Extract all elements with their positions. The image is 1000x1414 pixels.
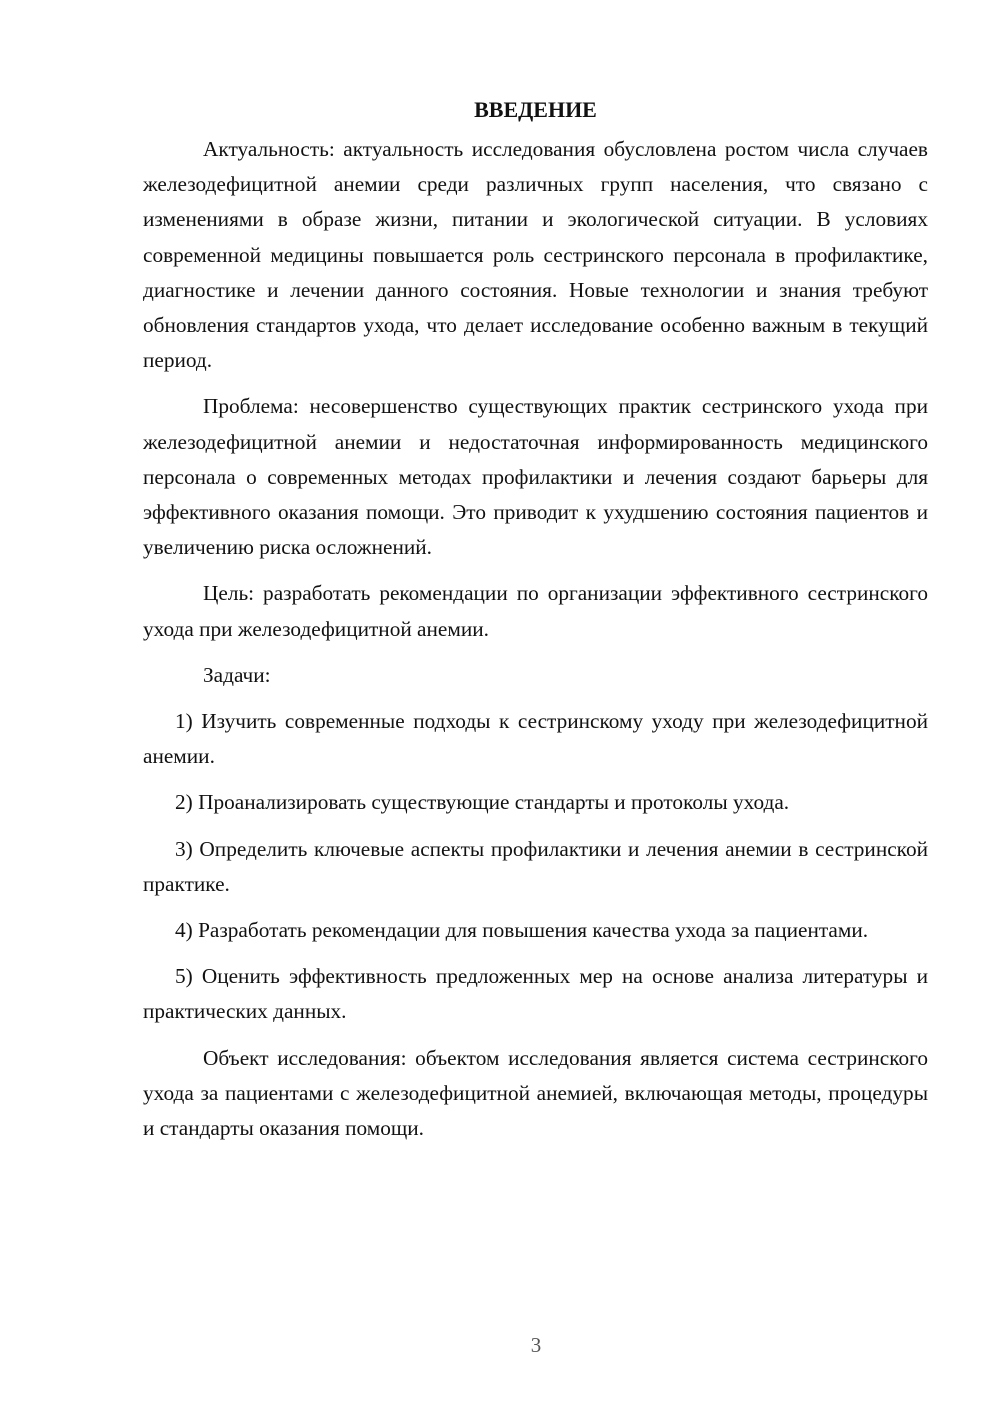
goal-paragraph: Цель: разработать рекомендации по организации эффективного сестринского ухода при железодефицитной анемии. bbox=[143, 581, 928, 641]
task-item-3: 3) Определить ключевые аспекты профилактики и лечения анемии в сестринской практике. bbox=[143, 836, 928, 896]
tasks-heading: Задачи: bbox=[203, 662, 271, 687]
section-title: ВВЕДЕНИЕ bbox=[474, 97, 597, 122]
task-item-1: 1) Изучить современные подходы к сестринскому уходу при железодефицитной анемии. bbox=[143, 709, 928, 769]
object-paragraph: Объект исследования: объектом исследования является система сестринского ухода за пациентами с железодефицитной анемией, включающая методы, процедуры и стандарты оказания помощи. bbox=[143, 1045, 928, 1141]
task-item-5: 5) Оценить эффективность предложенных мер на основе анализа литературы и практических данных. bbox=[143, 964, 928, 1024]
page-number: 3 bbox=[530, 1333, 542, 1357]
problem-paragraph: Проблема: несовершенство существующих практик сестринского ухода при железодефицитной анемии и недостаточная информированность медицинского персонала о современных методах профилактики и лечения создают барьеры для эффективного оказания помощи. Это приводит к ухудшению состояния пациентов и увеличению риска осложнений. bbox=[143, 394, 928, 560]
task-item-4: 4) Разработать рекомендации для повышения качества ухода за пациентами. bbox=[175, 918, 869, 943]
document-page bbox=[143, 92, 928, 1157]
relevance-paragraph: Актуальность: актуальность исследования обусловлена ростом числа случаев железодефицитной анемии среди различных групп населения, что связано с изменениями в образе жизни, питании и экологической ситуации. В условиях современной медицины повышается роль сестринского персонала в профилактике, диагностике и лечении данного состояния. Новые технологии и знания требуют обновления стандартов ухода, что делает исследование особенно важным в текущий период. bbox=[143, 137, 928, 373]
task-item-2: 2) Проанализировать существующие стандарты и протоколы ухода. bbox=[175, 790, 790, 815]
